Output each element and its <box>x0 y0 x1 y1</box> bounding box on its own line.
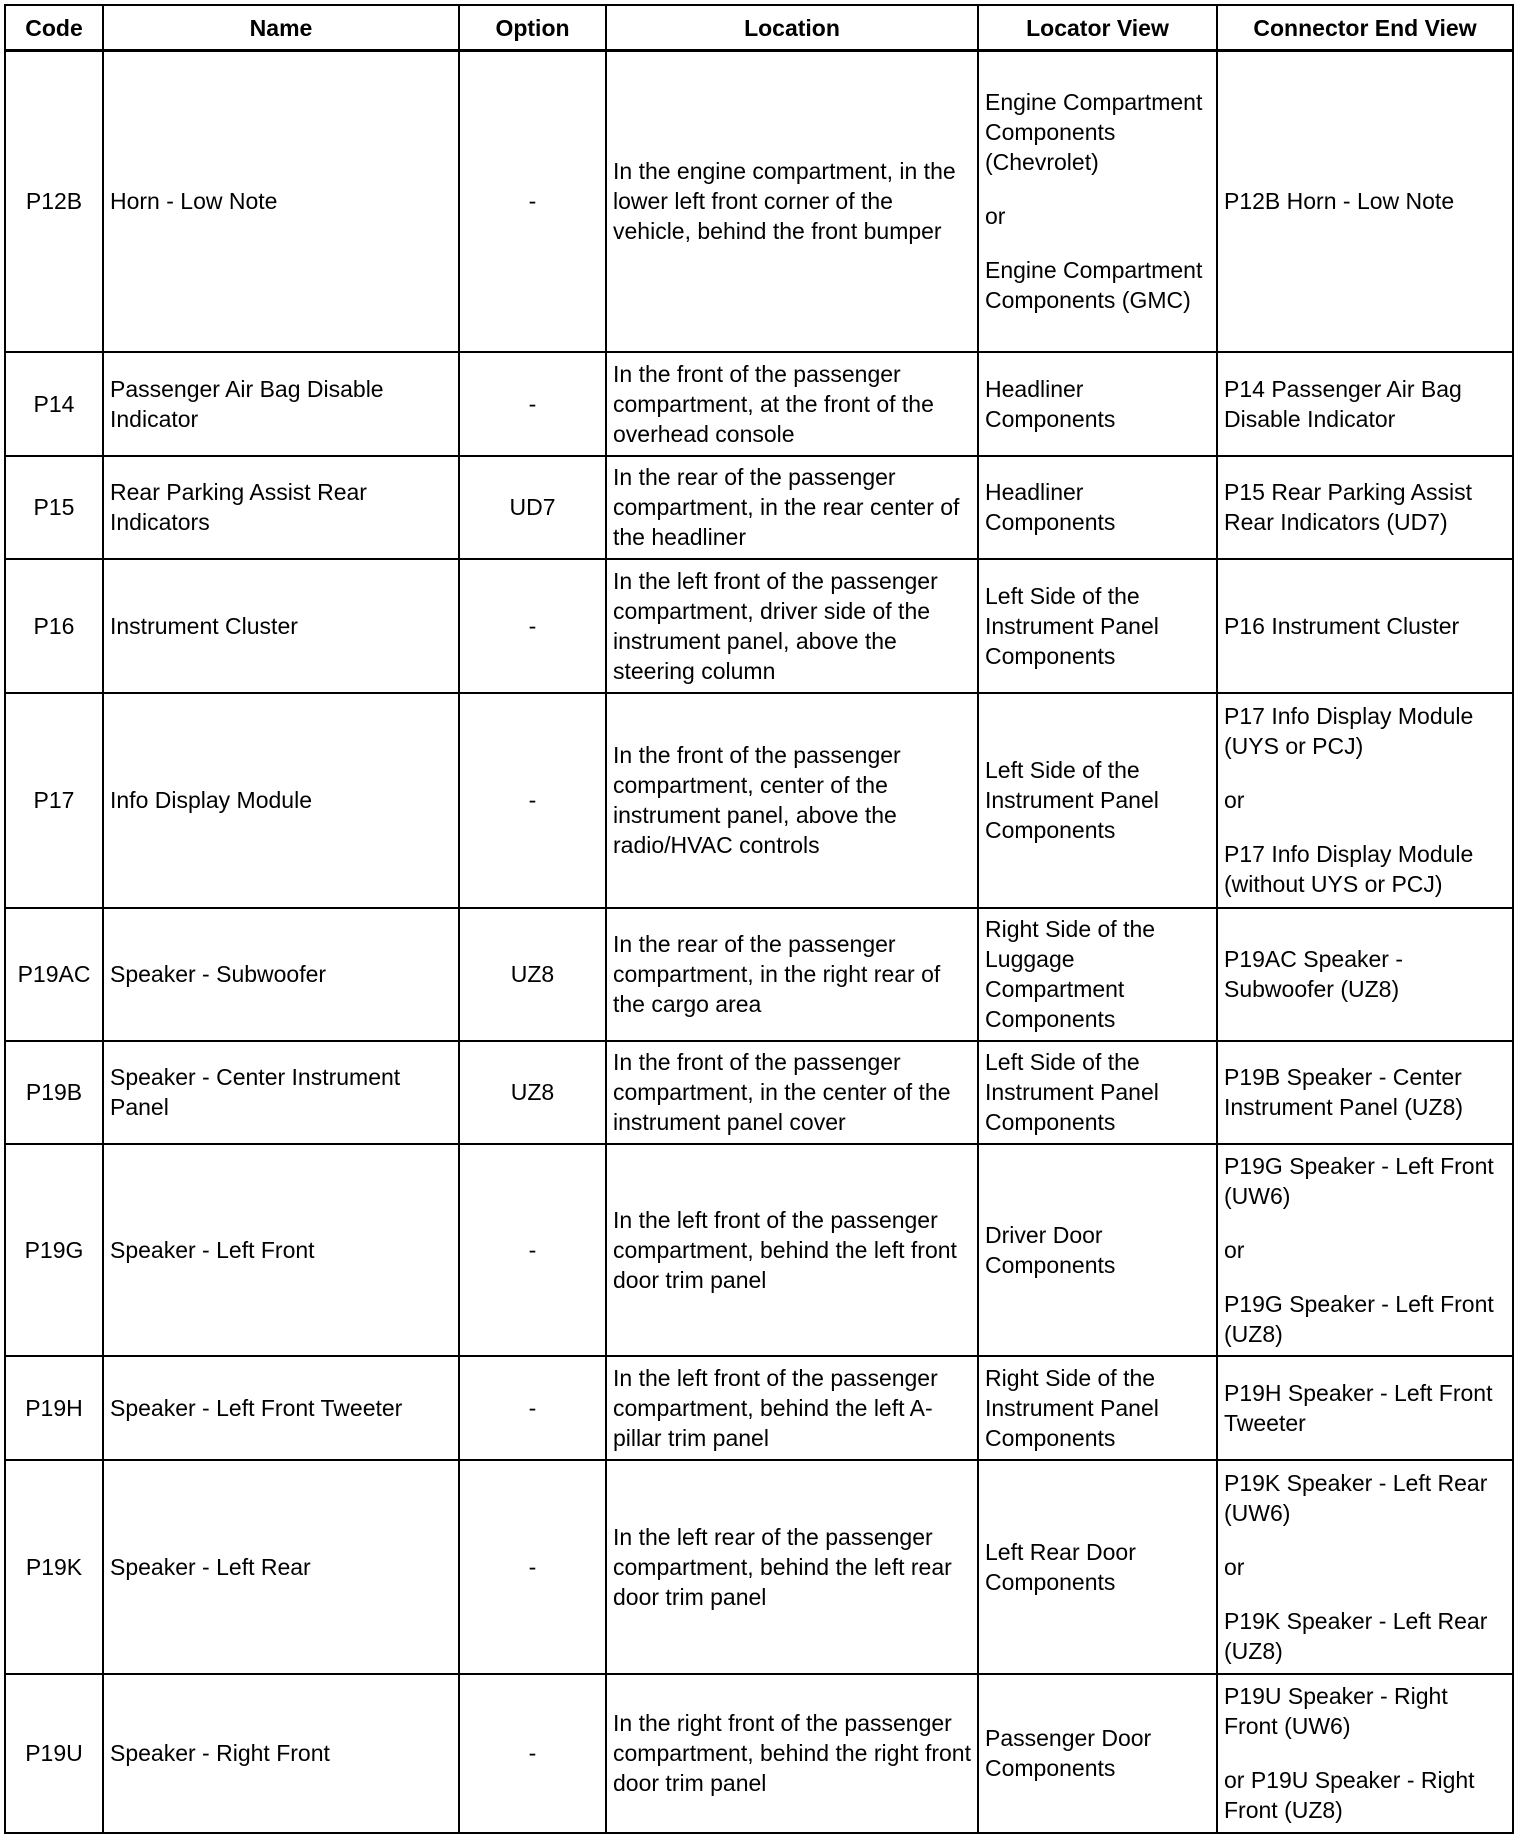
header-connector-end-view: Connector End View <box>1217 5 1513 51</box>
location-cell: In the rear of the passenger compartment, in the rear center of the headliner <box>606 456 978 559</box>
cell-line: or <box>1224 787 1245 813</box>
header-locator-view: Locator View <box>978 5 1217 51</box>
option-cell: - <box>459 352 606 456</box>
header-name: Name <box>103 5 459 51</box>
option-cell: UZ8 <box>459 1041 606 1144</box>
header-code: Code <box>5 5 103 51</box>
cell-line: Left Side of the Instrument Panel Components <box>985 1049 1159 1135</box>
cell-line: or <box>985 203 1006 230</box>
option-cell: - <box>459 1460 606 1674</box>
header-location: Location <box>606 5 978 51</box>
code-cell: P16 <box>5 559 103 693</box>
code-cell: P17 <box>5 693 103 908</box>
locator-view-cell <box>978 908 1217 1041</box>
cell-line: P19G Speaker - Left Front (UW6) <box>1224 1152 1494 1209</box>
location-cell: In the engine compartment, in the lower left front corner of the vehicle, behind the front bumper <box>606 51 978 352</box>
cell-line: P14 Passenger Air Bag Disable Indicator <box>1224 375 1462 432</box>
cell-line: P19K Speaker - Left Rear (UZ8) <box>1224 1607 1488 1664</box>
name-cell: Horn - Low Note <box>103 51 459 352</box>
option-cell: - <box>459 1356 606 1460</box>
location-cell: In the front of the passenger compartment, in the center of the instrument panel cover <box>606 1041 978 1144</box>
location-cell: In the front of the passenger compartment, center of the instrument panel, above the radio/HVAC controls <box>606 693 978 908</box>
location-cell: In the left front of the passenger compartment, behind the left front door trim panel <box>606 1144 978 1356</box>
option-cell: - <box>459 1144 606 1356</box>
table-row <box>5 693 1513 908</box>
table-row <box>5 559 1513 693</box>
code-cell: P12B <box>5 51 103 352</box>
locator-view-cell <box>978 51 1217 352</box>
connector-end-view-cell <box>1217 559 1513 693</box>
header-row <box>5 5 1513 51</box>
cell-line: P15 Rear Parking Assist Rear Indicators (UD7) <box>1224 479 1473 535</box>
connector-end-view-cell <box>1217 456 1513 559</box>
connector-end-view-cell <box>1217 1356 1513 1460</box>
location-cell: In the left rear of the passenger compartment, behind the left rear door trim panel <box>606 1460 978 1674</box>
cell-line: Right Side of the Instrument Panel Components <box>985 1364 1159 1451</box>
option-cell: - <box>459 693 606 908</box>
code-cell: P14 <box>5 352 103 456</box>
table-row <box>5 51 1513 352</box>
option-cell: - <box>459 1674 606 1833</box>
name-cell: Passenger Air Bag Disable Indicator <box>103 352 459 456</box>
code-cell: P19G <box>5 1144 103 1356</box>
table-row <box>5 456 1513 559</box>
connector-end-view-cell <box>1217 51 1513 352</box>
location-cell: In the left front of the passenger compartment, behind the left A-pillar trim panel <box>606 1356 978 1460</box>
cell-line: P19G Speaker - Left Front (UZ8) <box>1224 1290 1494 1347</box>
locator-view-cell <box>978 1460 1217 1674</box>
name-cell: Speaker - Left Front <box>103 1144 459 1356</box>
location-cell: In the left front of the passenger compartment, driver side of the instrument panel, above the steering column <box>606 559 978 693</box>
cell-line: Left Rear Door Components <box>985 1538 1136 1595</box>
location-cell: In the front of the passenger compartment, at the front of the overhead console <box>606 352 978 456</box>
locator-view-cell <box>978 1674 1217 1833</box>
cell-line: Engine Compartment Components (GMC) <box>985 257 1203 314</box>
name-cell: Speaker - Subwoofer <box>103 908 459 1041</box>
connector-end-view-cell <box>1217 1460 1513 1674</box>
connector-end-view-cell <box>1217 908 1513 1041</box>
connector-table <box>4 4 1514 1834</box>
table-row <box>5 1460 1513 1674</box>
name-cell: Speaker - Right Front <box>103 1674 459 1833</box>
location-cell: In the right front of the passenger compartment, behind the right front door trim panel <box>606 1674 978 1833</box>
locator-view-cell <box>978 456 1217 559</box>
cell-line: Left Side of the Instrument Panel Components <box>985 582 1159 669</box>
cell-line: Headliner Components <box>985 375 1116 432</box>
connector-end-view-cell <box>1217 1041 1513 1144</box>
name-cell: Instrument Cluster <box>103 559 459 693</box>
cell-line: Right Side of the Luggage Compartment Components <box>985 916 1156 1032</box>
cell-line: P12B Horn - Low Note <box>1224 188 1455 215</box>
code-cell: P19H <box>5 1356 103 1460</box>
locator-view-cell <box>978 693 1217 908</box>
cell-line: Driver Door Components <box>985 1221 1116 1278</box>
cell-line: Left Side of the Instrument Panel Components <box>985 757 1159 843</box>
cell-line: Passenger Door Components <box>985 1725 1152 1781</box>
table-row <box>5 352 1513 456</box>
option-cell: - <box>459 559 606 693</box>
name-cell: Speaker - Left Front Tweeter <box>103 1356 459 1460</box>
table-row <box>5 908 1513 1041</box>
cell-line: P19H Speaker - Left Front Tweeter <box>1224 1379 1493 1436</box>
cell-line: Engine Compartment Components (Chevrolet) <box>985 89 1203 176</box>
cell-line: or <box>1224 1553 1245 1580</box>
cell-line: P19K Speaker - Left Rear (UW6) <box>1224 1469 1488 1526</box>
name-cell: Speaker - Left Rear <box>103 1460 459 1674</box>
code-cell: P19K <box>5 1460 103 1674</box>
table-row <box>5 1041 1513 1144</box>
cell-line: P19AC Speaker - Subwoofer (UZ8) <box>1224 946 1403 1002</box>
cell-line: or <box>1224 1236 1245 1263</box>
option-cell: UZ8 <box>459 908 606 1041</box>
cell-line: P17 Info Display Module (without UYS or PCJ) <box>1224 841 1474 897</box>
name-cell: Info Display Module <box>103 693 459 908</box>
code-cell: P15 <box>5 456 103 559</box>
cell-line: Headliner Components <box>985 479 1116 535</box>
locator-view-cell <box>978 559 1217 693</box>
table-row <box>5 1144 1513 1356</box>
option-cell: - <box>459 51 606 352</box>
locator-view-cell <box>978 352 1217 456</box>
cell-line: P16 Instrument Cluster <box>1224 612 1460 639</box>
name-cell: Rear Parking Assist Rear Indicators <box>103 456 459 559</box>
header-option: Option <box>459 5 606 51</box>
location-cell: In the rear of the passenger compartment, in the right rear of the cargo area <box>606 908 978 1041</box>
code-cell: P19B <box>5 1041 103 1144</box>
connector-end-view-cell <box>1217 1674 1513 1833</box>
cell-line: P17 Info Display Module (UYS or PCJ) <box>1224 703 1474 759</box>
locator-view-cell <box>978 1356 1217 1460</box>
locator-view-cell <box>978 1144 1217 1356</box>
table-row <box>5 1674 1513 1833</box>
connector-end-view-cell <box>1217 1144 1513 1356</box>
option-cell: UD7 <box>459 456 606 559</box>
table-row <box>5 1356 1513 1460</box>
code-cell: P19AC <box>5 908 103 1041</box>
locator-view-cell <box>978 1041 1217 1144</box>
cell-line: P19U Speaker - Right Front (UW6) <box>1224 1683 1448 1739</box>
connector-end-view-cell <box>1217 693 1513 908</box>
cell-line: P19B Speaker - Center Instrument Panel (UZ8) <box>1224 1064 1464 1120</box>
connector-end-view-cell <box>1217 352 1513 456</box>
cell-line: or P19U Speaker - Right Front (UZ8) <box>1224 1767 1475 1823</box>
code-cell: P19U <box>5 1674 103 1833</box>
name-cell: Speaker - Center Instrument Panel <box>103 1041 459 1144</box>
